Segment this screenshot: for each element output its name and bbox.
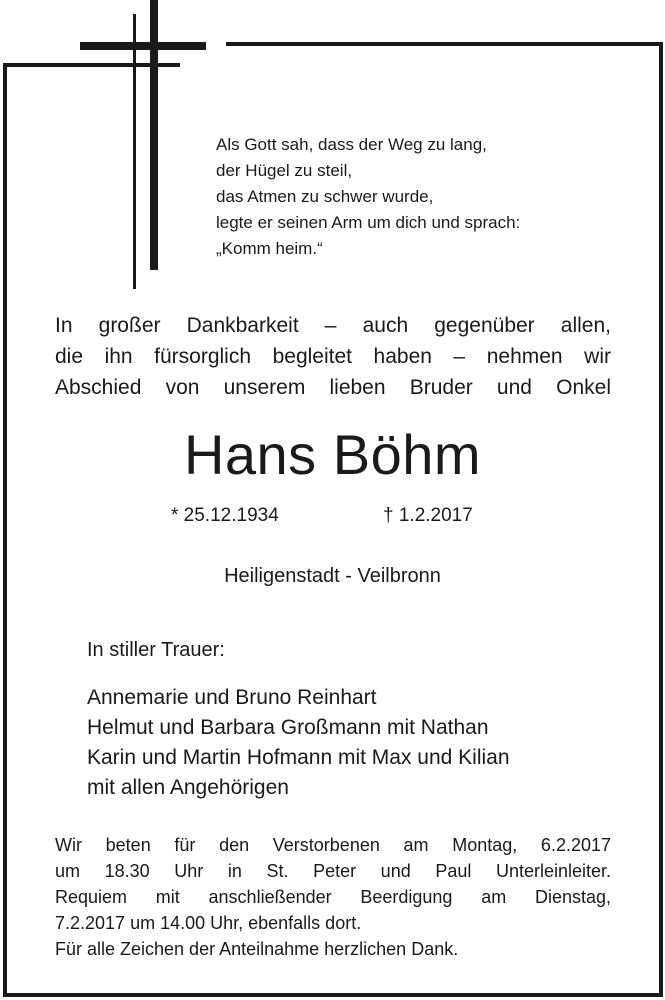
cross-beam-thin bbox=[100, 63, 180, 67]
intro-line: die ihn fürsorglich begleitet haben – nehmen wir bbox=[55, 345, 611, 368]
mourner-entry: Helmut und Barbara Großmann mit Nathan bbox=[87, 716, 489, 739]
mourner-entry: Karin und Martin Hofmann mit Max und Kilian bbox=[87, 746, 510, 769]
poem-line: legte er seinen Arm um dich und sprach: bbox=[216, 213, 521, 232]
frame-bottom-line bbox=[3, 993, 663, 997]
poem-line: Als Gott sah, dass der Weg zu lang, bbox=[216, 135, 487, 154]
service-info bbox=[55, 832, 611, 962]
cross-post-thin bbox=[133, 14, 136, 289]
mourning-label: In stiller Trauer: bbox=[87, 639, 225, 661]
cross-post bbox=[150, 0, 158, 270]
frame-top-left-line bbox=[3, 63, 100, 67]
mourners-list bbox=[87, 683, 647, 803]
frame-top-right-line bbox=[226, 42, 663, 46]
mourner-entry: mit allen Angehörigen bbox=[87, 776, 289, 799]
death-date: † 1.2.2017 bbox=[383, 505, 473, 526]
mourner-entry: Annemarie und Bruno Reinhart bbox=[87, 686, 377, 709]
service-line: Requiem mit anschließender Beerdigung am Dienstag, bbox=[55, 887, 611, 907]
poem-line: der Hügel zu steil, bbox=[216, 161, 353, 180]
intro-line: Abschied von unserem lieben Bruder und Onkel bbox=[55, 376, 611, 399]
service-line: um 18.30 Uhr in St. Peter und Paul Unterleinleiter. bbox=[55, 861, 611, 881]
cross-beam bbox=[80, 42, 206, 50]
birth-date: * 25.12.1934 bbox=[171, 505, 279, 526]
poem-line: das Atmen zu schwer wurde, bbox=[216, 187, 434, 206]
service-line: Für alle Zeichen der Anteilnahme herzlichen Dank. bbox=[55, 939, 459, 959]
intro-line: In großer Dankbarkeit – auch gegenüber allen, bbox=[55, 314, 611, 337]
service-line: Wir beten für den Verstorbenen am Montag, 6.2.2017 bbox=[55, 835, 611, 855]
place-of-residence: Heiligenstadt - Veilbronn bbox=[224, 565, 441, 587]
deceased-name: Hans Böhm bbox=[183, 423, 482, 486]
frame-left-line bbox=[3, 63, 7, 997]
intro-text bbox=[55, 310, 611, 403]
service-line: 7.2.2017 um 14.00 Uhr, ebenfalls dort. bbox=[55, 913, 362, 933]
poem bbox=[216, 132, 616, 262]
poem-line: „Komm heim.“ bbox=[216, 239, 323, 258]
frame-right-line bbox=[659, 42, 663, 997]
